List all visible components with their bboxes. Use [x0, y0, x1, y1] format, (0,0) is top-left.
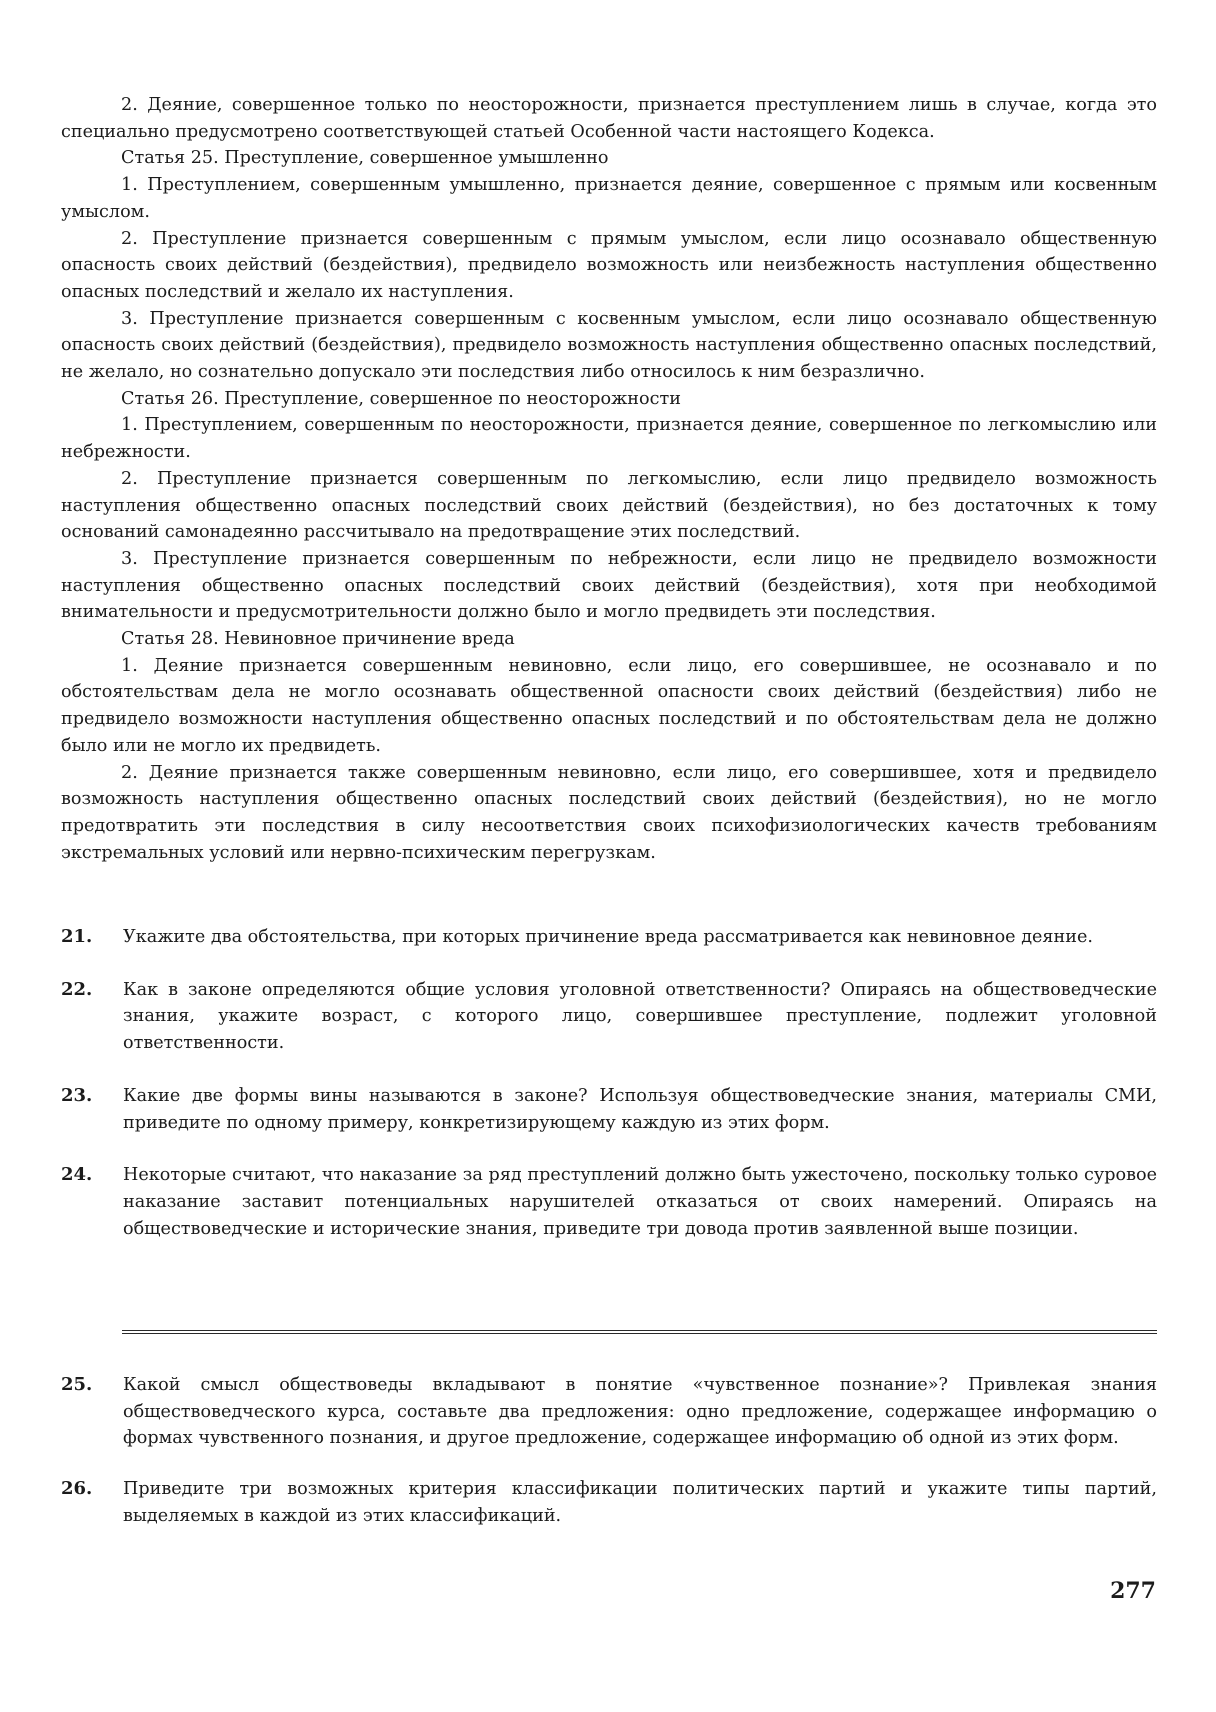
task-text: Некоторые считают, что наказание за ряд преступлений должно быть ужесточено, поскольку только суровое наказание заставит потенциальных нарушителей отказаться от своих намерений. Опираясь на обществоведческие и исторические знания, приведите три довода против заявленной выше позиции. [123, 1165, 1157, 1239]
law-paragraph: 1. Преступлением, совершенным по неосторожности, признается деяние, совершенное по легкомыслию или небрежности. [61, 415, 1157, 463]
law-paragraph: 3. Преступление признается совершенным с косвенным умыслом, если лицо осознавало общественную опасность своих действий (бездействия), предвидело возможность наступления общественно опасных последствий, не желало, но сознательно допускало эти последствия либо относилось к ним безразлично. [61, 308, 1157, 383]
law-excerpt [61, 92, 1157, 866]
task-list [61, 924, 1157, 1242]
task-text: Какой смысл обществоведы вкладывают в понятие «чувственное познание»? Привлекая знания обществоведческого курса, составьте два предложения: одно предложение, содержащее информацию о формах чувственного познания, и другое предложение, содержащее информацию об одной из этих форм. [123, 1375, 1157, 1449]
article-heading: Статья 26. Преступление, совершенное по неосторожности [121, 388, 681, 409]
law-paragraph: 1. Преступлением, совершенным умышленно, признается деяние, совершенное с прямым или косвенным умыслом. [61, 175, 1157, 222]
task-text: Какие две формы вины называются в законе? Используя обществоведческие знания, материалы СМИ, приведите по одному примеру, конкретизирующему каждую из этих форм. [123, 1085, 1157, 1133]
law-paragraph: 2. Деяние признается также совершенным невиновно, если лицо, его совершившее, хотя и предвидело возможность наступления общественно опасных последствий своих действий (бездействия), но не могло предотвратить эти последствия в силу несоответствия своих психофизиологических качеств требованиям экстремальных условий или нервно-психическим перегрузкам. [61, 762, 1157, 863]
task-number: 26. [61, 1478, 93, 1500]
task-number: 22. [61, 978, 93, 1000]
task-22 [61, 977, 1157, 1057]
law-paragraph: 1. Деяние признается совершенным невиновно, если лицо, его совершившее, не осознавало и по обстоятельствам дела не могло осознавать общественной опасности своих действий (бездействия) либо не предвидело возможности наступления общественно опасных последствий и по обстоятельствам дела не должно было или не могло их предвидеть. [61, 655, 1157, 756]
task-text: Укажите два обстоятельства, при которых причинение вреда рассматривается как невиновное деяние. [123, 927, 1093, 947]
page-number: 277 [1110, 1578, 1156, 1604]
task-23 [61, 1083, 1157, 1136]
task-number: 23. [61, 1084, 93, 1106]
law-paragraph: 2. Преступление признается совершенным по легкомыслию, если лицо предвидело возможность наступления общественно опасных последствий своих действий (бездействия), но без достаточных к тому оснований самонадеянно рассчитывало на предотвращение этих последствий. [61, 468, 1157, 543]
task-text: Приведите три возможных критерия классификации политических партий и укажите типы партий, выделяемых в каждой из этих классификаций. [123, 1479, 1157, 1526]
task-25 [61, 1372, 1157, 1452]
task-number: 25. [61, 1374, 93, 1395]
task-list-second [61, 1372, 1157, 1530]
task-21 [61, 924, 1157, 951]
task-number: 24. [61, 1164, 93, 1186]
task-text: Как в законе определяются общие условия уголовной ответственности? Опираясь на обществоведческие знания, укажите возраст, с которого лицо, совершившее преступление, подлежит уголовной ответственности. [123, 979, 1157, 1054]
section-divider [122, 1330, 1157, 1334]
law-paragraph: 2. Преступление признается совершенным с прямым умыслом, если лицо осознавало общественную опасность своих действий (бездействия), предвидело возможность или неизбежность наступления общественно опасных последствий и желало их наступления. [61, 228, 1157, 302]
task-26 [61, 1476, 1157, 1529]
law-paragraph: 2. Деяние, совершенное только по неосторожности, признается преступлением лишь в случае, когда это специально предусмотрено соответствующей статьей Особенной части настоящего Кодекса. [61, 95, 1157, 142]
task-number: 21. [61, 926, 93, 947]
article-heading: Статья 28. Невиновное причинение вреда [121, 629, 515, 650]
article-heading: Статья 25. Преступление, совершенное умышленно [121, 148, 609, 169]
law-paragraph: 3. Преступление признается совершенным по небрежности, если лицо не предвидело возможности наступления общественно опасных последствий своих действий (бездействия), хотя при необходимой внимательности и предусмотрительности должно было и могло предвидеть эти последствия. [61, 548, 1157, 623]
task-24 [61, 1162, 1157, 1242]
